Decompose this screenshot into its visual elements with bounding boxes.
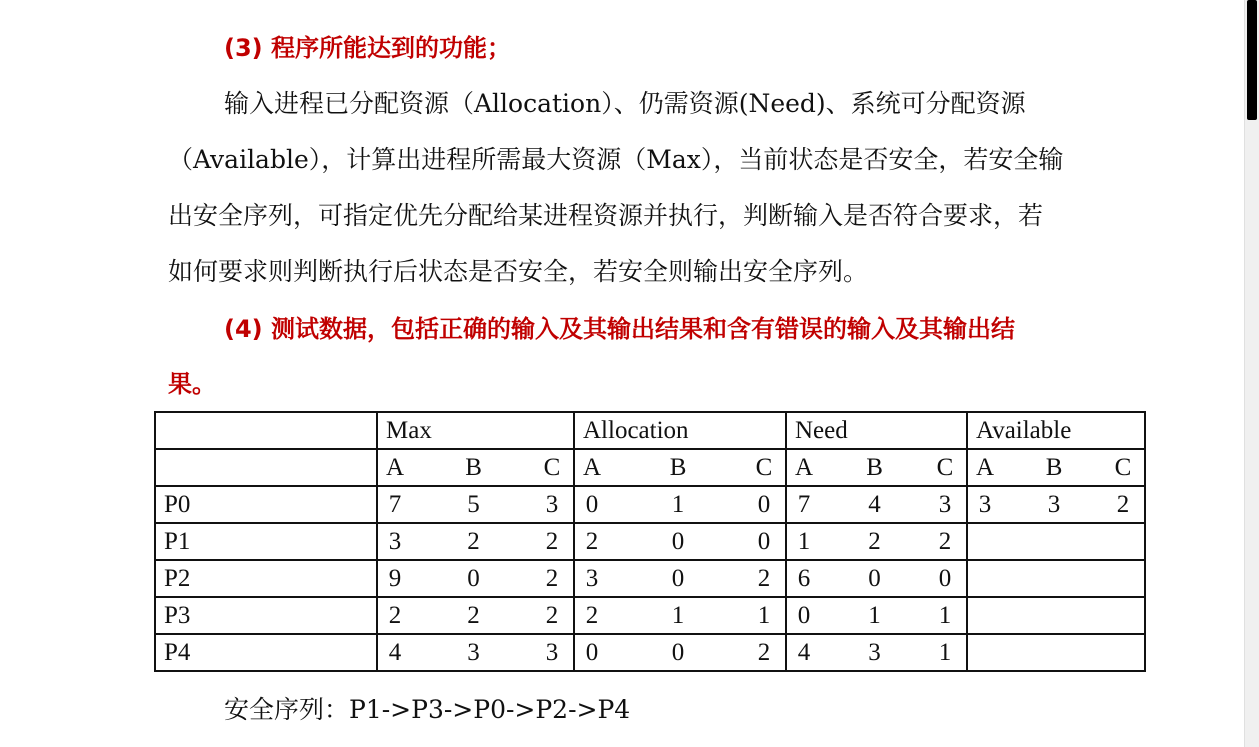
value-c: 2 [938,527,952,555]
table-row [155,523,1145,560]
value-b: 0 [671,527,685,555]
value-c: 2 [545,564,559,592]
value-c: 2 [545,527,559,555]
max-values [377,523,574,560]
value-c: 0 [757,490,771,518]
subcol-a: A [976,453,995,481]
need-values [786,597,967,634]
banker-table [154,411,1146,672]
need-values [786,486,967,523]
table-row [155,634,1145,671]
process-name: P0 [155,486,377,523]
value-c: 1 [938,601,952,629]
subcol-a: A [583,453,602,481]
allocation-values [574,634,786,671]
group-header-available: Available [967,412,1145,449]
allocation-values [574,597,786,634]
value-a: 4 [388,638,402,666]
value-c: 3 [545,490,559,518]
subcol-b: B [465,453,482,481]
need-values [786,634,967,671]
value-b: 0 [671,638,685,666]
value-a: 7 [388,490,402,518]
subcol-a: A [795,453,814,481]
group-header-allocation: Allocation [574,412,786,449]
allocation-values [574,560,786,597]
value-b: 2 [868,527,881,555]
section3-heading: (3) 程序所能达到的功能； [224,34,511,62]
section3-line-3: 出安全序列，可指定优先分配给某进程资源并执行，判断输入是否符合要求，若 [168,201,1044,230]
value-a: 9 [388,564,402,592]
subheader-max [377,449,574,486]
value-b: 4 [868,490,881,518]
allocation-values [574,523,786,560]
section3-line-1: 输入进程已分配资源（Allocation）、仍需资源(Need)、系统可分配资源 [224,89,1026,118]
subcol-b: B [1045,453,1063,481]
subcol-b: B [866,453,883,481]
value-b: 0 [868,564,881,592]
table-subheader-row [155,449,1145,486]
value-b: 1 [868,601,881,629]
table-row [155,560,1145,597]
value-c: 0 [757,527,771,555]
safe-sequence: 安全序列：P1->P3->P0->P2->P4 [224,695,631,724]
scrollbar-thumb[interactable] [1247,0,1257,120]
table-subheader-blank [155,449,377,486]
subcol-c: C [755,453,773,481]
section3-line-2: （Available），计算出进程所需最大资源（Max），当前状态是否安全，若安全输 [168,145,1064,174]
table-header-row [155,412,1145,449]
value-c: 2 [1116,490,1130,518]
available-values [967,560,1145,597]
group-header-max: Max [377,412,574,449]
value-b: 3 [467,638,480,666]
value-b: 1 [671,601,685,629]
value-c: 1 [757,601,771,629]
table-corner-cell [155,412,377,449]
section3-line-4: 如何要求则判断执行后状态是否安全，若安全则输出安全序列。 [168,257,869,286]
value-c: 3 [545,638,559,666]
value-c: 2 [757,564,771,592]
group-header-need: Need [786,412,967,449]
value-a: 2 [388,601,402,629]
section4-heading-line1: (4) 测试数据，包括正确的输入及其输出结果和含有错误的输入及其输出结 [224,315,1015,343]
value-a: 3 [978,490,992,518]
value-b: 5 [467,490,480,518]
section4-heading-line2: 果。 [168,370,216,398]
value-a: 2 [585,527,599,555]
value-a: 0 [585,638,599,666]
value-a: 3 [388,527,402,555]
subcol-a: A [386,453,405,481]
need-values [786,523,967,560]
value-b: 2 [467,601,480,629]
available-values [967,634,1145,671]
subheader-allocation [574,449,786,486]
value-b: 3 [1047,490,1061,518]
need-values [786,560,967,597]
value-a: 7 [797,490,811,518]
table-row [155,597,1145,634]
max-values [377,634,574,671]
process-name: P1 [155,523,377,560]
subheader-need [786,449,967,486]
available-values [967,523,1145,560]
value-b: 1 [671,490,685,518]
vertical-scrollbar[interactable] [1244,0,1259,747]
value-a: 1 [797,527,811,555]
value-c: 0 [938,564,952,592]
value-b: 2 [467,527,480,555]
available-values [967,486,1145,523]
subcol-c: C [1114,453,1132,481]
max-values [377,486,574,523]
value-a: 0 [585,490,599,518]
value-c: 2 [545,601,559,629]
value-a: 2 [585,601,599,629]
max-values [377,560,574,597]
value-a: 3 [585,564,599,592]
value-b: 0 [467,564,480,592]
allocation-values [574,486,786,523]
subcol-c: C [543,453,561,481]
value-a: 0 [797,601,811,629]
process-name: P4 [155,634,377,671]
value-a: 4 [797,638,811,666]
value-c: 3 [938,490,952,518]
max-values [377,597,574,634]
value-c: 2 [757,638,771,666]
table-row [155,486,1145,523]
value-c: 1 [938,638,952,666]
value-b: 0 [671,564,685,592]
value-b: 3 [868,638,881,666]
subcol-c: C [936,453,954,481]
subcol-b: B [669,453,687,481]
value-a: 6 [797,564,811,592]
subheader-available [967,449,1145,486]
process-name: P3 [155,597,377,634]
process-name: P2 [155,560,377,597]
available-values [967,597,1145,634]
